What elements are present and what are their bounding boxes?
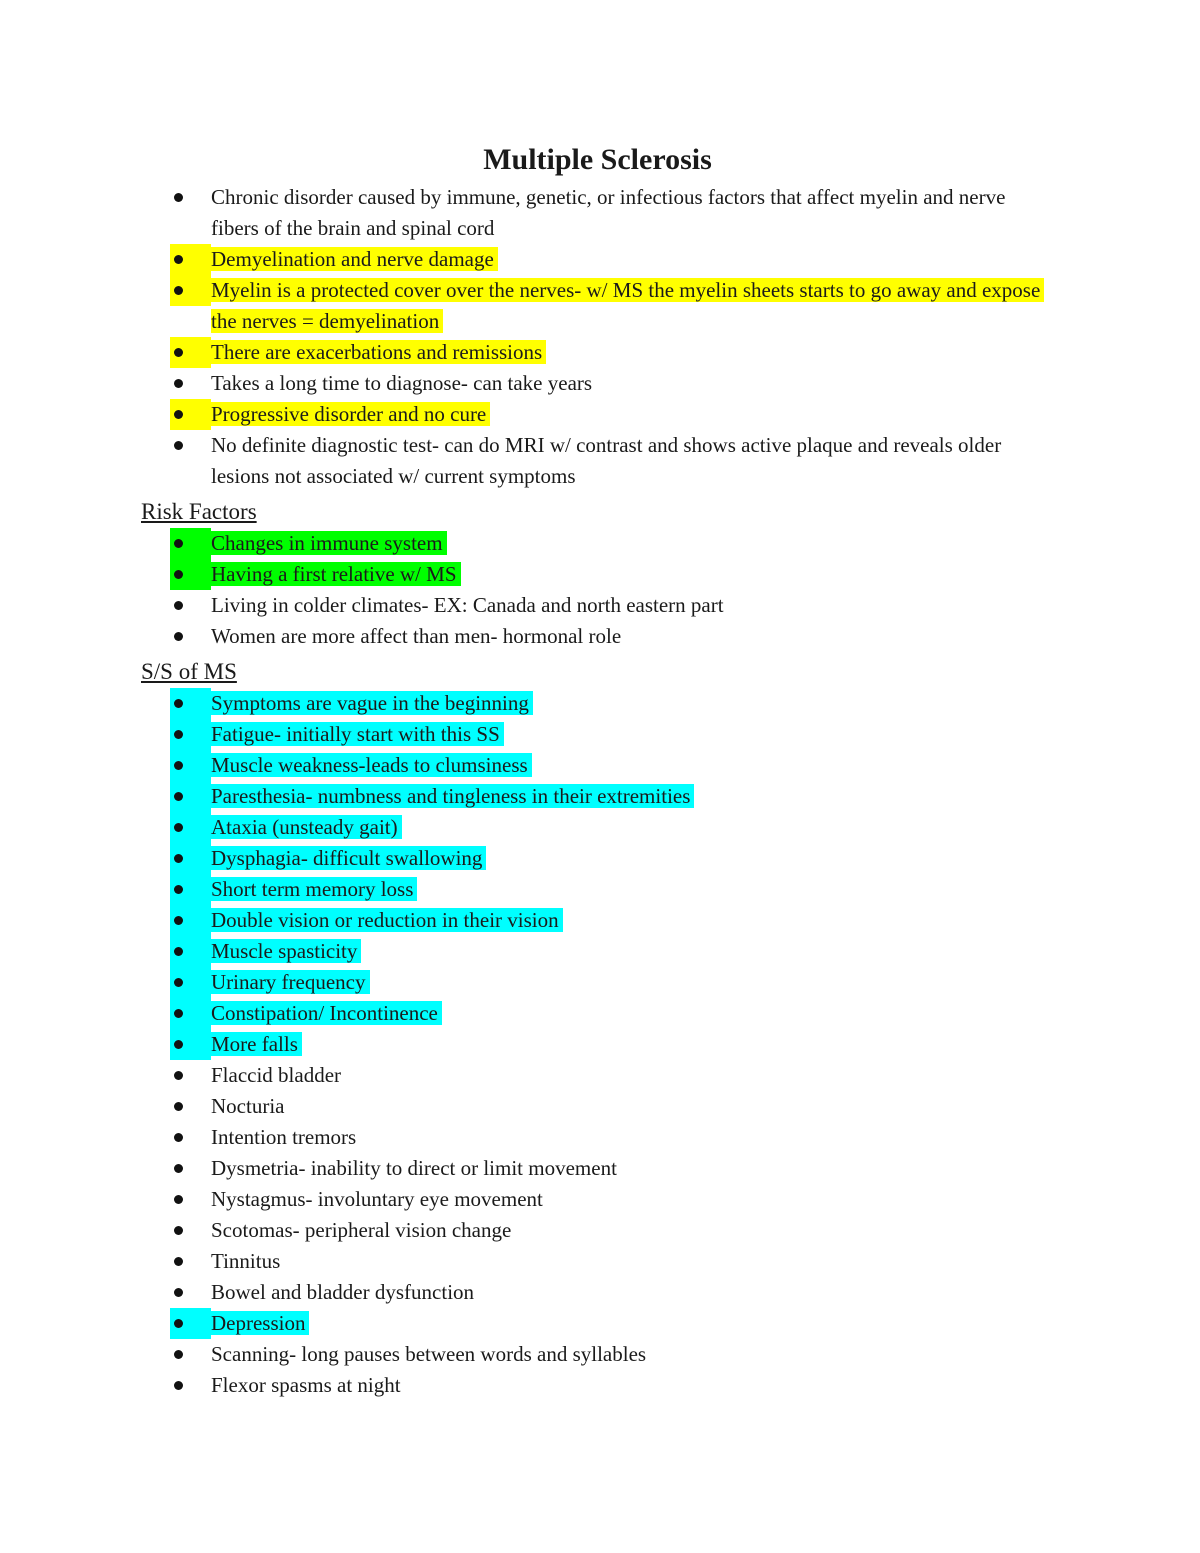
list-item-text: No definite diagnostic test- can do MRI w/ contrast and shows active plaque and reveals older lesions not associated w/ current symptoms bbox=[211, 433, 1002, 488]
list-item bbox=[0, 244, 1051, 275]
bullet-icon bbox=[174, 286, 183, 295]
list-item bbox=[0, 430, 1051, 492]
list-item bbox=[0, 528, 1051, 559]
list-item bbox=[0, 719, 1051, 750]
signs-symptoms-heading: S/S of MS bbox=[141, 659, 237, 684]
list-item bbox=[0, 590, 1051, 621]
list-item bbox=[0, 621, 1051, 652]
bullet-icon bbox=[174, 1381, 183, 1390]
bullet-icon bbox=[174, 1257, 183, 1266]
list-item-text: Double vision or reduction in their vision bbox=[211, 908, 563, 932]
bullet-icon bbox=[174, 823, 183, 832]
list-item bbox=[0, 874, 1051, 905]
bullet-icon bbox=[174, 255, 183, 264]
list-item bbox=[0, 1246, 1051, 1277]
bullet-icon bbox=[174, 1040, 183, 1049]
list-item bbox=[0, 1122, 1051, 1153]
list-item bbox=[0, 559, 1051, 590]
intro-section bbox=[0, 182, 1200, 492]
bullet-icon bbox=[174, 947, 183, 956]
bullet-icon bbox=[174, 1009, 183, 1018]
list-item-text: Depression bbox=[211, 1311, 309, 1335]
list-item-text: There are exacerbations and remissions bbox=[211, 340, 546, 364]
page-title: Multiple Sclerosis bbox=[483, 143, 712, 176]
list-item bbox=[0, 1215, 1051, 1246]
list-item bbox=[0, 1091, 1051, 1122]
bullet-icon bbox=[174, 1319, 183, 1328]
bullet-icon bbox=[174, 1350, 183, 1359]
list-item bbox=[0, 1339, 1051, 1370]
bullet-icon bbox=[174, 601, 183, 610]
risk-factors-list bbox=[0, 528, 1200, 652]
bullet-icon bbox=[174, 441, 183, 450]
list-item bbox=[0, 1153, 1051, 1184]
list-item-text: Symptoms are vague in the beginning bbox=[211, 691, 533, 715]
list-item bbox=[0, 275, 1051, 337]
bullet-icon bbox=[174, 1226, 183, 1235]
list-item-text: Living in colder climates- EX: Canada and north eastern part bbox=[211, 593, 724, 617]
list-item bbox=[0, 399, 1051, 430]
risk-factors-section bbox=[0, 496, 1200, 652]
list-item bbox=[0, 750, 1051, 781]
signs-symptoms-list bbox=[0, 688, 1200, 1401]
list-item bbox=[0, 936, 1051, 967]
list-item bbox=[0, 843, 1051, 874]
list-item bbox=[0, 337, 1051, 368]
signs-symptoms-section bbox=[0, 656, 1200, 1401]
bullet-icon bbox=[174, 410, 183, 419]
list-item-text: Nocturia bbox=[211, 1094, 285, 1118]
list-item-text: Demyelination and nerve damage bbox=[211, 247, 498, 271]
list-item-text: Progressive disorder and no cure bbox=[211, 402, 490, 426]
bullet-icon bbox=[174, 978, 183, 987]
list-item-text: Flaccid bladder bbox=[211, 1063, 342, 1087]
bullet-icon bbox=[174, 539, 183, 548]
bullet-icon bbox=[174, 1164, 183, 1173]
bullet-icon bbox=[174, 570, 183, 579]
bullet-icon bbox=[174, 348, 183, 357]
list-item-text: Bowel and bladder dysfunction bbox=[211, 1280, 475, 1304]
bullet-icon bbox=[174, 885, 183, 894]
list-item-text: More falls bbox=[211, 1032, 302, 1056]
bullet-icon bbox=[174, 1071, 183, 1080]
list-item bbox=[0, 905, 1051, 936]
list-item-text: Dysphagia- difficult swallowing bbox=[211, 846, 486, 870]
list-item-text: Women are more affect than men- hormonal role bbox=[211, 624, 622, 648]
list-item-text: Short term memory loss bbox=[211, 877, 417, 901]
bullet-icon bbox=[174, 1133, 183, 1142]
list-item-text: Ataxia (unsteady gait) bbox=[211, 815, 402, 839]
list-item bbox=[0, 812, 1051, 843]
list-item-text: Nystagmus- involuntary eye movement bbox=[211, 1187, 543, 1211]
list-item bbox=[0, 1370, 1051, 1401]
bullet-icon bbox=[174, 730, 183, 739]
list-item bbox=[0, 1308, 1051, 1339]
list-item bbox=[0, 781, 1051, 812]
list-item-text: Having a first relative w/ MS bbox=[211, 562, 461, 586]
list-item-text: Changes in immune system bbox=[211, 531, 447, 555]
list-item bbox=[0, 368, 1051, 399]
bullet-icon bbox=[174, 193, 183, 202]
list-item-text: Takes a long time to diagnose- can take years bbox=[211, 371, 593, 395]
list-item bbox=[0, 967, 1051, 998]
list-item-text: Muscle spasticity bbox=[211, 939, 361, 963]
bullet-icon bbox=[174, 1195, 183, 1204]
bullet-icon bbox=[174, 761, 183, 770]
bullet-icon bbox=[174, 379, 183, 388]
intro-list bbox=[0, 182, 1200, 492]
list-item-text: Dysmetria- inability to direct or limit movement bbox=[211, 1156, 617, 1180]
list-item bbox=[0, 998, 1051, 1029]
list-item-text: Flexor spasms at night bbox=[211, 1373, 401, 1397]
list-item bbox=[0, 1184, 1051, 1215]
list-item-text: Muscle weakness-leads to clumsiness bbox=[211, 753, 532, 777]
list-item bbox=[0, 182, 1051, 244]
bullet-icon bbox=[174, 1102, 183, 1111]
list-item-text: Myelin is a protected cover over the nerves- w/ MS the myelin sheets starts to go away and expose the nerves = demyelination bbox=[211, 278, 1044, 333]
bullet-icon bbox=[174, 792, 183, 801]
list-item-text: Constipation/ Incontinence bbox=[211, 1001, 442, 1025]
risk-factors-heading: Risk Factors bbox=[141, 499, 257, 524]
list-item-text: Intention tremors bbox=[211, 1125, 357, 1149]
list-item-text: Scotomas- peripheral vision change bbox=[211, 1218, 512, 1242]
list-item-text: Urinary frequency bbox=[211, 970, 370, 994]
bullet-icon bbox=[174, 1288, 183, 1297]
list-item bbox=[0, 1277, 1051, 1308]
list-item bbox=[0, 1029, 1051, 1060]
list-item bbox=[0, 1060, 1051, 1091]
list-item-text: Chronic disorder caused by immune, genetic, or infectious factors that affect myelin and nerve fibers of the brain and spinal cord bbox=[211, 185, 1006, 240]
bullet-icon bbox=[174, 854, 183, 863]
list-item-text: Tinnitus bbox=[211, 1249, 281, 1273]
list-item bbox=[0, 688, 1051, 719]
bullet-icon bbox=[174, 916, 183, 925]
list-item-text: Paresthesia- numbness and tingleness in their extremities bbox=[211, 784, 694, 808]
list-item-text: Scanning- long pauses between words and syllables bbox=[211, 1342, 647, 1366]
bullet-icon bbox=[174, 699, 183, 708]
bullet-icon bbox=[174, 632, 183, 641]
list-item-text: Fatigue- initially start with this SS bbox=[211, 722, 504, 746]
